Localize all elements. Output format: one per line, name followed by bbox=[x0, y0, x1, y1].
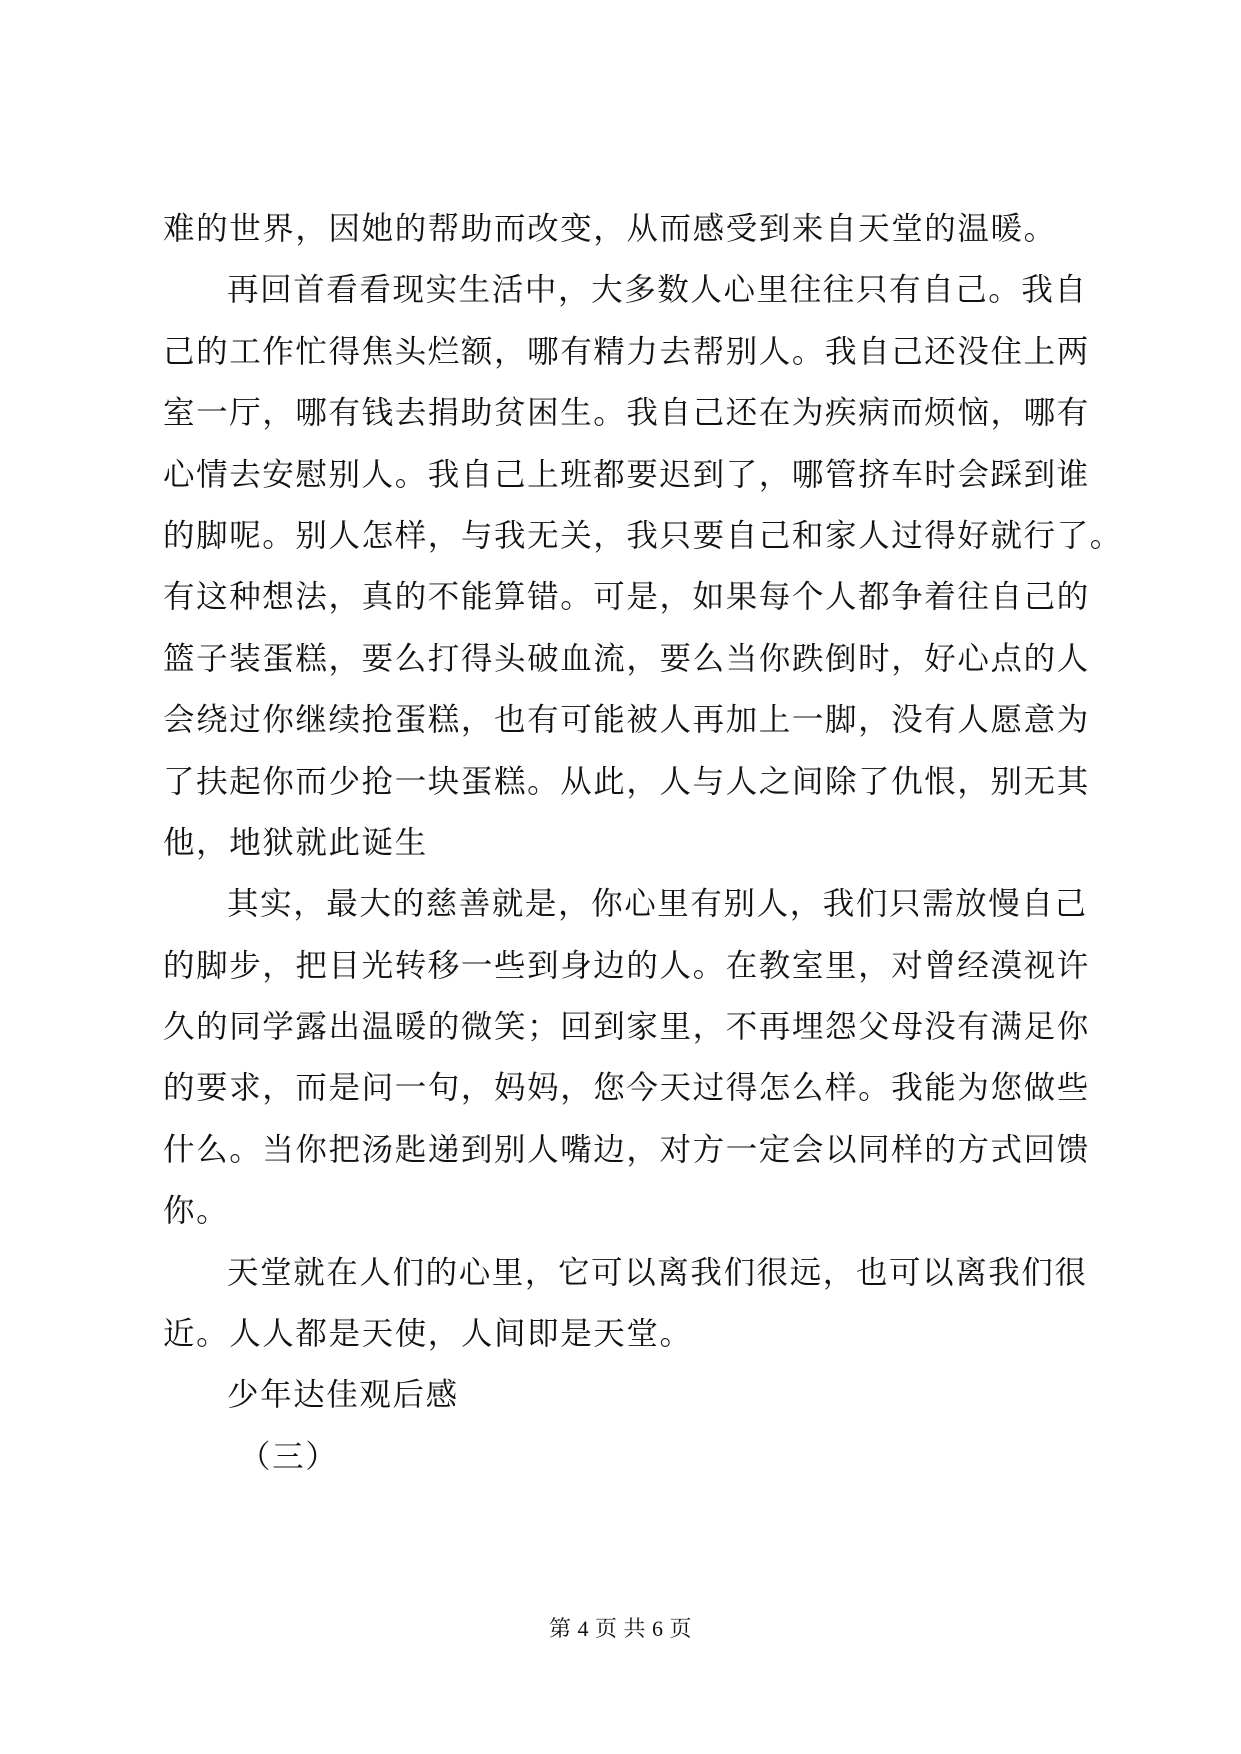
text-line: 己的工作忙得焦头烂额，哪有精力去帮别人。我自己还没住上两 bbox=[163, 333, 1090, 370]
paragraph-start-line: 其实，最大的慈善就是，你心里有别人，我们只需放慢自己 bbox=[227, 886, 1088, 923]
paragraph-start-line: 再回首看看现实生活中，大多数人心里往往只有自己。我自 bbox=[227, 272, 1088, 309]
document-body bbox=[163, 199, 1123, 1488]
text-line: 什么。当你把汤匙递到别人嘴边，对方一定会以同样的方式回馈 bbox=[163, 1131, 1090, 1168]
text-line: 有这种想法，真的不能算错。可是，如果每个人都争着往自己的 bbox=[163, 579, 1090, 616]
text-line: 室一厅，哪有钱去捐助贫困生。我自己还在为疾病而烦恼，哪有 bbox=[163, 395, 1090, 432]
section-number: （三） bbox=[239, 1438, 339, 1475]
text-line: 的脚呢。别人怎样，与我无关，我只要自己和家人过得好就行了。 bbox=[163, 517, 1123, 554]
text-line: 你。 bbox=[163, 1193, 230, 1230]
text-line: 久的同学露出温暖的微笑；回到家里，不再埋怨父母没有满足你 bbox=[163, 1009, 1090, 1046]
page-footer: 第 4 页 共 6 页 bbox=[548, 1616, 692, 1641]
text-line: 近。人人都是天使，人间即是天堂。 bbox=[163, 1316, 693, 1353]
text-line: 了扶起你而少抢一块蛋糕。从此，人与人之间除了仇恨，别无其 bbox=[163, 763, 1090, 800]
paragraph-start-line: 天堂就在人们的心里，它可以离我们很远，也可以离我们很 bbox=[227, 1254, 1088, 1291]
text-line: 的脚步，把目光转移一些到身边的人。在教室里，对曾经漠视许 bbox=[163, 947, 1090, 984]
text-line: 会绕过你继续抢蛋糕，也有可能被人再加上一脚，没有人愿意为 bbox=[163, 702, 1090, 739]
section-title: 少年达佳观后感 bbox=[227, 1377, 459, 1414]
text-line: 篮子装蛋糕，要么打得头破血流，要么当你跌倒时，好心点的人 bbox=[163, 640, 1090, 677]
text-line: 他，地狱就此诞生 bbox=[163, 824, 428, 861]
text-line: 的要求，而是问一句，妈妈，您今天过得怎么样。我能为您做些 bbox=[163, 1070, 1090, 1107]
text-line: 难的世界，因她的帮助而改变，从而感受到来自天堂的温暖。 bbox=[163, 211, 1057, 247]
text-line: 心情去安慰别人。我自己上班都要迟到了，哪管挤车时会踩到谁 bbox=[163, 456, 1090, 493]
